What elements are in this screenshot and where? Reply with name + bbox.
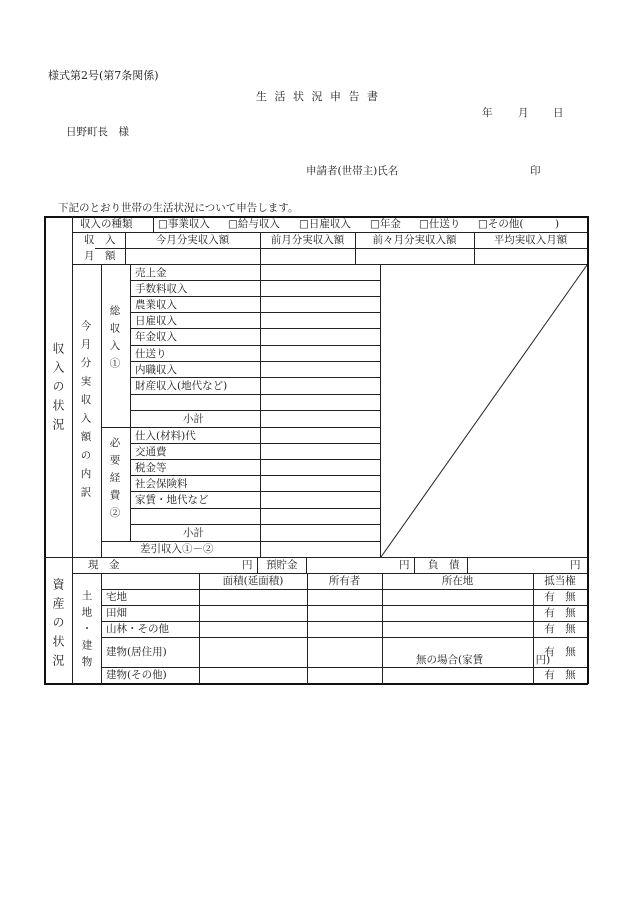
mortgage-yes-no[interactable]: 有 無 — [544, 669, 576, 681]
gross-item: 売上金 — [135, 267, 167, 279]
debt-label: 負 債 — [428, 559, 460, 571]
income-type-allowance[interactable]: □仕送り — [419, 218, 461, 230]
income-type-salary[interactable]: □給与収入 — [228, 218, 280, 230]
col-owner: 所有者 — [328, 575, 361, 587]
expense-item: 社会保険料 — [135, 478, 188, 490]
income-type-pension[interactable]: □年金 — [370, 218, 401, 230]
land-building-label: 土地・建物 — [80, 590, 93, 673]
income-amount-label-top: 収 入 — [84, 234, 116, 246]
asset-item-farmland: 田畑 — [106, 607, 127, 619]
asset-item-forest: 山林・その他 — [106, 623, 169, 635]
seal-mark: 印 — [530, 165, 541, 177]
asset-item-other-building: 建物(その他) — [106, 669, 167, 681]
net-income-label: 差引収入①－② — [140, 543, 214, 555]
blank-diagonal — [380, 264, 588, 558]
deposit-label: 預貯金 — [266, 559, 298, 571]
income-section-label: 収入の状況 — [51, 342, 65, 437]
mortgage-yes-no[interactable]: 有 無 — [544, 646, 576, 658]
gross-item: 日雇収入 — [135, 315, 177, 327]
page-title: 生 活 状 況 申 告 書 — [256, 90, 380, 103]
expense-item: 家賃・地代など — [135, 494, 209, 506]
asset-item-residence: 建物(居住用) — [106, 646, 167, 658]
income-value-cell[interactable] — [261, 265, 379, 540]
gross-item: 仕送り — [135, 348, 167, 360]
cash-yen: 円 — [242, 559, 253, 571]
gross-income-label: 総収入① — [108, 305, 121, 375]
cash-label: 現 金 — [88, 559, 120, 571]
form-number: 様式第2号(第7条関係) — [48, 69, 159, 82]
gross-item: 財産収入(地代など) — [135, 380, 228, 392]
expense-label: 必要経費② — [108, 437, 121, 525]
date-day: 日 — [553, 107, 564, 119]
expense-item: 交通費 — [135, 446, 167, 458]
col-average: 平均実収入月額 — [493, 234, 568, 246]
col-area: 面積(延面積) — [222, 575, 284, 587]
mortgage-yes-no[interactable]: 有 無 — [544, 623, 576, 635]
breakdown-label: 今月分実収入額の内訳 — [79, 320, 92, 505]
income-type-label: 収入の種類 — [80, 218, 133, 230]
col-this-month: 今月分実収入額 — [155, 234, 230, 246]
expense-item: 仕入(材料)代 — [135, 430, 196, 442]
expense-item: 税金等 — [135, 462, 167, 474]
table-bottom-border — [44, 683, 588, 685]
mortgage-yes-no[interactable]: 有 無 — [544, 607, 576, 619]
debt-yen: 円 — [570, 559, 581, 571]
income-amount-label-bottom: 月 額 — [84, 250, 116, 262]
asset-item-residential-land: 宅地 — [106, 591, 127, 603]
applicant-name-label: 申請者(世帯主)氏名 — [306, 165, 399, 177]
income-type-other[interactable]: □その他( ) — [478, 218, 560, 230]
income-type-daily[interactable]: □日雇収入 — [299, 218, 351, 230]
gross-item: 手数料収入 — [135, 283, 188, 295]
rent-note: 無の場合(家賃 円) — [416, 654, 551, 666]
gross-item: 年金収入 — [135, 331, 177, 343]
col-location: 所在地 — [441, 575, 474, 587]
date-year: 年 — [482, 107, 493, 119]
col-mortgage: 抵当権 — [544, 575, 576, 587]
col-two-months-ago: 前々月分実収入額 — [372, 234, 457, 246]
income-type-business[interactable]: □事業収入 — [158, 218, 210, 230]
date-month: 月 — [518, 107, 529, 119]
intro-text: 下記のとおり世帯の生活状況について申告します。 — [58, 202, 299, 214]
col-last-month: 前月分実収入額 — [270, 234, 345, 246]
addressee: 日野町長 様 — [66, 126, 129, 138]
gross-subtotal-label: 小計 — [183, 413, 204, 425]
gross-item: 農業収入 — [135, 299, 177, 311]
deposit-yen: 円 — [399, 559, 410, 571]
gross-item: 内職収入 — [135, 364, 177, 376]
assets-section-label: 資産の状況 — [51, 578, 65, 673]
mortgage-yes-no[interactable]: 有 無 — [544, 591, 576, 603]
table-left-border — [44, 216, 46, 684]
expense-subtotal-label: 小計 — [183, 527, 204, 539]
